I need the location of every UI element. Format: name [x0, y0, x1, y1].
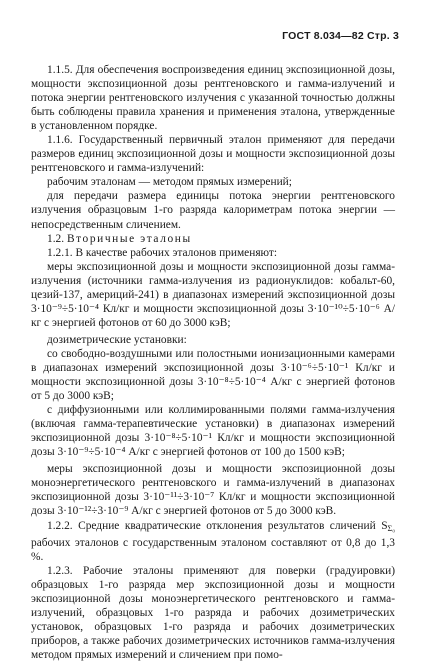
section-title: Вторичные эталоны: [66, 232, 192, 245]
paragraph-dosimetric-installations: дозиметрические установки:: [47, 333, 187, 346]
paragraph-energy-flux-transfer: для передачи размера единицы потока энергии рентгеновского излучения образцовым 1-го разряда калориметрам потока энергии — непосредственным сличением.: [31, 190, 395, 231]
paragraph-1-1-6: 1.1.6. Государственный первичный эталон применяют для передачи размеров единиц экспозиционной дозы и мощности экспозиционной дозы рентгеновского и гамма-излучений:: [31, 134, 395, 175]
document-body: [31, 63, 395, 662]
paragraph-diffusion-fields: с диффузионными или коллимированными полями гамма-излучения (включая гамма-терапевтические установки) в диапазонах измерений экспозиционной дозы 3·10⁻⁸÷5·10⁻¹ Кл/кг и мощности экспозиционной дозы 3·10⁻⁹÷5·10⁻⁴ А/кг с энергией фотонов от 100 до 1500 кэВ;: [31, 404, 395, 459]
paragraph-1-2-3: 1.2.3. Рабочие эталоны применяют для поверки (градуировки) образцовых 1-го разряда мер экспозиционной дозы и мощности экспозиционной дозы моноэнергетического рентгеновского и гамма-излучений, образцовых 1-го разряда и рабочих дозиметрических установок, образцовых 1-го разряда и рабочих дозиметрических приборов, а также рабочих дозиметрических источников гамма-излучения методом прямых измерений и сличением при помо-: [31, 564, 395, 661]
page-header: ГОСТ 8.034—82 Стр. 3: [282, 30, 399, 42]
paragraph-1-2-1: 1.2.1. В качестве рабочих эталонов применяют:: [47, 246, 278, 259]
paragraph-monoenergetic-measures: меры экспозиционной дозы и мощности экспозиционной дозы моноэнергетического рентгеновского и гамма-излучений в диапазонах экспозиционной дозы 3·10⁻¹¹÷3·10⁻⁷ Кл/кг и мощности экспозиционной дозы 3·10⁻¹²÷3·10⁻⁹ А/кг с энергией фотонов от 5 до 3000 кэВ.: [31, 463, 395, 518]
sigma-subscript: Σ₀: [387, 523, 395, 533]
paragraph-1-2-2-part-b: рабочих эталонов с государственным эталоном составляют от 0,8 до 1,3 %.: [31, 536, 395, 563]
paragraph-working-standards: рабочим эталонам — методом прямых измерений;: [47, 176, 292, 189]
paragraph-gamma-measures: меры экспозиционной дозы и мощности экспозиционной дозы гамма-излучения (источники гамма-излучения из радионуклидов: кобальт-60, цезий-137, америций-241) в диапазонах измерений экспозиционной дозы 3·10⁻⁹÷5·10⁻⁴ Кл/кг и мощности экспозиционной дозы 3·10⁻¹⁰÷5·10⁻⁶ А/кг с энергией фотонов от 60 до 3000 кэВ;: [31, 260, 395, 329]
paragraph-1-2-2-part-a: 1.2.2. Средние квадратические отклонения результатов сличений S: [47, 519, 388, 532]
section-number: 1.2.: [47, 232, 67, 245]
paragraph-ionization-chambers: со свободно-воздушными или полостными ионизационными камерами в диапазонах измерений экспозиционной дозы 3·10⁻⁶÷5·10⁻¹ Кл/кг и мощности экспозиционной дозы 3·10⁻⁸÷5·10⁻⁴ А/кг с энергией фотонов от 5 до 3000 кэВ;: [31, 347, 395, 403]
section-heading-secondary-standards: [31, 232, 395, 246]
paragraph-1-2-2: [31, 519, 395, 564]
paragraph-1-1-5: 1.1.5. Для обеспечения воспроизведения единиц экспозиционной дозы, мощности экспозиционной дозы рентгеновского и гамма-излучений и потока энергии рентгеновского излучения с указанной точностью должны быть соблюдены правила хранения и применения эталона, утвержденные в установленном порядке.: [31, 64, 395, 133]
